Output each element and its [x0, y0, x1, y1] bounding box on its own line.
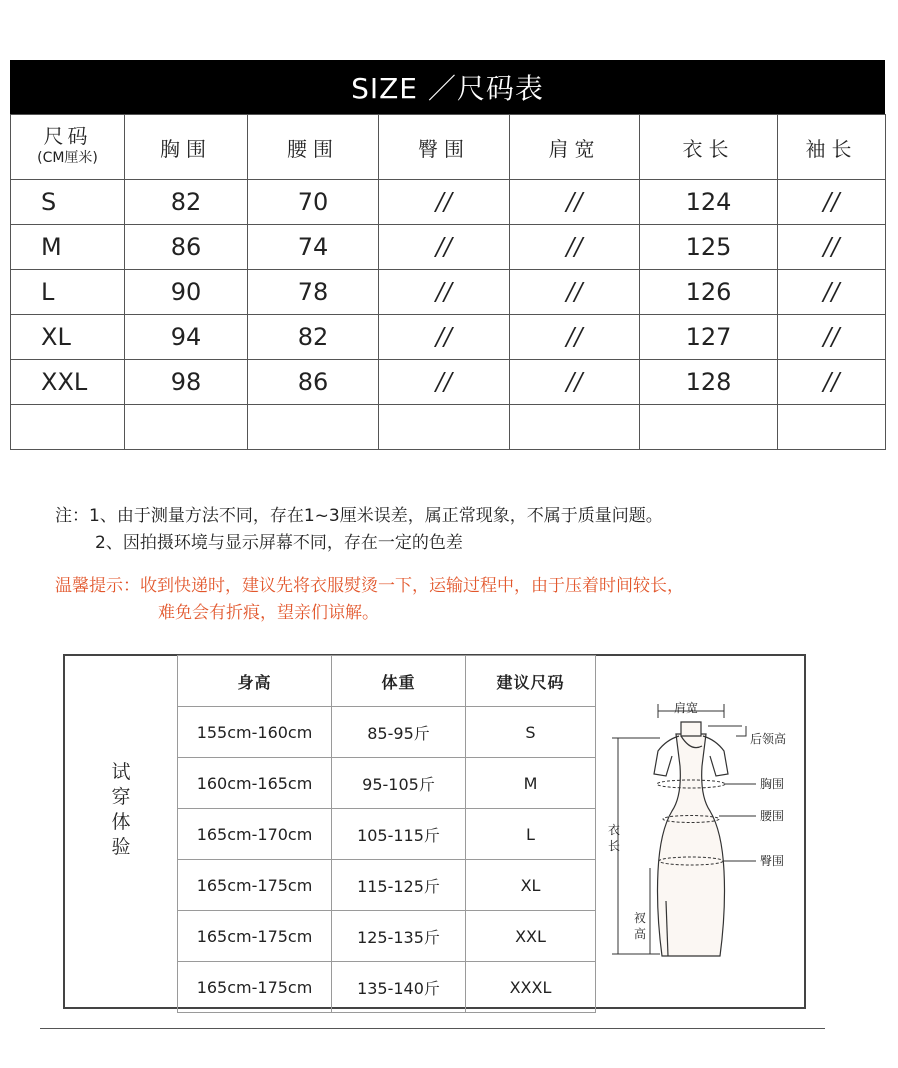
table-row	[11, 360, 886, 405]
qipao-measurement-diagram	[596, 656, 804, 1006]
header-size	[11, 115, 125, 180]
waist-cell: 74	[248, 225, 379, 270]
note-line-2: 2、因拍摄环境与显示屏幕不同，存在一定的色差	[95, 533, 463, 553]
fitting-label	[101, 760, 141, 860]
sleeve-cell: //	[778, 180, 886, 225]
fitting-table	[177, 655, 596, 1013]
fitting-header-row	[178, 656, 596, 707]
header-length: 衣长	[640, 115, 778, 180]
hip-cell: //	[379, 270, 510, 315]
height-cell: 165cm-175cm	[178, 911, 332, 962]
height-cell: 155cm-160cm	[178, 707, 332, 758]
suggested-size-cell: XXXL	[466, 962, 596, 1013]
size-chart-header-row	[11, 115, 886, 180]
fitting-label-char: 穿	[111, 786, 131, 808]
waist-cell: 78	[248, 270, 379, 315]
header-hip: 臀围	[379, 115, 510, 180]
diagram-back-collar-label: 后领高	[750, 732, 787, 746]
header-bust: 胸围	[125, 115, 248, 180]
weight-cell: 85-95斤	[332, 707, 466, 758]
hip-cell: //	[379, 225, 510, 270]
header-size-label: 尺码	[43, 124, 92, 148]
warm-tip-line-2: 难免会有折痕，望亲们谅解。	[158, 603, 379, 623]
size-cell: L	[11, 270, 125, 315]
weight-cell: 105-115斤	[332, 809, 466, 860]
warm-tip-line-1: 温馨提示：收到快递时，建议先将衣服熨烫一下，运输过程中，由于压着时间较长，	[55, 576, 684, 596]
suggested-size-cell: XL	[466, 860, 596, 911]
diagram-slit-char: 高	[634, 927, 647, 941]
length-cell: 128	[640, 360, 778, 405]
fitting-label-char: 试	[111, 761, 131, 783]
size-cell: XXL	[11, 360, 125, 405]
shoulder-cell: //	[510, 270, 640, 315]
waist-cell: 70	[248, 180, 379, 225]
fitting-label-char: 验	[111, 836, 131, 858]
size-cell: XL	[11, 315, 125, 360]
diagram-hip-label: 臀围	[760, 854, 785, 868]
shoulder-cell: //	[510, 360, 640, 405]
waist-cell: 82	[248, 315, 379, 360]
fitting-label-char: 体	[111, 811, 131, 833]
length-cell: 124	[640, 180, 778, 225]
table-row-empty	[11, 405, 886, 450]
table-row	[11, 270, 886, 315]
waist-cell: 86	[248, 360, 379, 405]
header-weight: 体重	[332, 656, 466, 707]
bust-cell: 98	[125, 360, 248, 405]
diagram-length-char: 衣	[608, 823, 621, 837]
sleeve-cell: //	[778, 315, 886, 360]
diagram-shoulder-label: 肩宽	[674, 701, 699, 715]
height-cell: 160cm-165cm	[178, 758, 332, 809]
weight-cell: 115-125斤	[332, 860, 466, 911]
bust-cell: 94	[125, 315, 248, 360]
table-row	[11, 180, 886, 225]
size-cell: S	[11, 180, 125, 225]
size-cell: M	[11, 225, 125, 270]
bust-cell: 90	[125, 270, 248, 315]
length-cell: 125	[640, 225, 778, 270]
hip-cell: //	[379, 360, 510, 405]
table-row	[178, 911, 596, 962]
weight-cell: 135-140斤	[332, 962, 466, 1013]
header-waist: 腰围	[248, 115, 379, 180]
table-row	[178, 758, 596, 809]
bust-cell: 82	[125, 180, 248, 225]
diagram-waist-label: 腰围	[760, 809, 785, 823]
height-cell: 165cm-175cm	[178, 962, 332, 1013]
length-cell: 126	[640, 270, 778, 315]
header-sleeve: 袖长	[778, 115, 886, 180]
suggested-size-cell: S	[466, 707, 596, 758]
diagram-length-char: 长	[608, 839, 621, 853]
header-unit-note: (CM厘米)	[37, 150, 98, 166]
bust-cell: 86	[125, 225, 248, 270]
sleeve-cell: //	[778, 360, 886, 405]
diagram-bust-label: 胸围	[760, 777, 785, 791]
qipao-dress-icon	[654, 722, 728, 956]
table-row	[178, 707, 596, 758]
bottom-divider	[40, 1028, 825, 1029]
height-cell: 165cm-170cm	[178, 809, 332, 860]
suggested-size-cell: XXL	[466, 911, 596, 962]
table-row	[178, 809, 596, 860]
table-row	[11, 225, 886, 270]
hip-cell: //	[379, 180, 510, 225]
table-row	[178, 962, 596, 1013]
suggested-size-cell: M	[466, 758, 596, 809]
shoulder-cell: //	[510, 315, 640, 360]
size-chart-table	[10, 114, 886, 450]
header-height: 身高	[178, 656, 332, 707]
size-chart-title: SIZE ／尺码表	[10, 60, 885, 114]
weight-cell: 95-105斤	[332, 758, 466, 809]
weight-cell: 125-135斤	[332, 911, 466, 962]
hip-cell: //	[379, 315, 510, 360]
table-row	[11, 315, 886, 360]
table-row	[178, 860, 596, 911]
note-line-1: 注：1、由于测量方法不同，存在1~3厘米误差，属正常现象，不属于质量问题。	[55, 506, 663, 526]
sleeve-cell: //	[778, 270, 886, 315]
diagram-slit-char: 衩	[634, 911, 647, 925]
length-cell: 127	[640, 315, 778, 360]
height-cell: 165cm-175cm	[178, 860, 332, 911]
header-suggested-size: 建议尺码	[466, 656, 596, 707]
sleeve-cell: //	[778, 225, 886, 270]
suggested-size-cell: L	[466, 809, 596, 860]
shoulder-cell: //	[510, 180, 640, 225]
header-shoulder: 肩宽	[510, 115, 640, 180]
shoulder-cell: //	[510, 225, 640, 270]
